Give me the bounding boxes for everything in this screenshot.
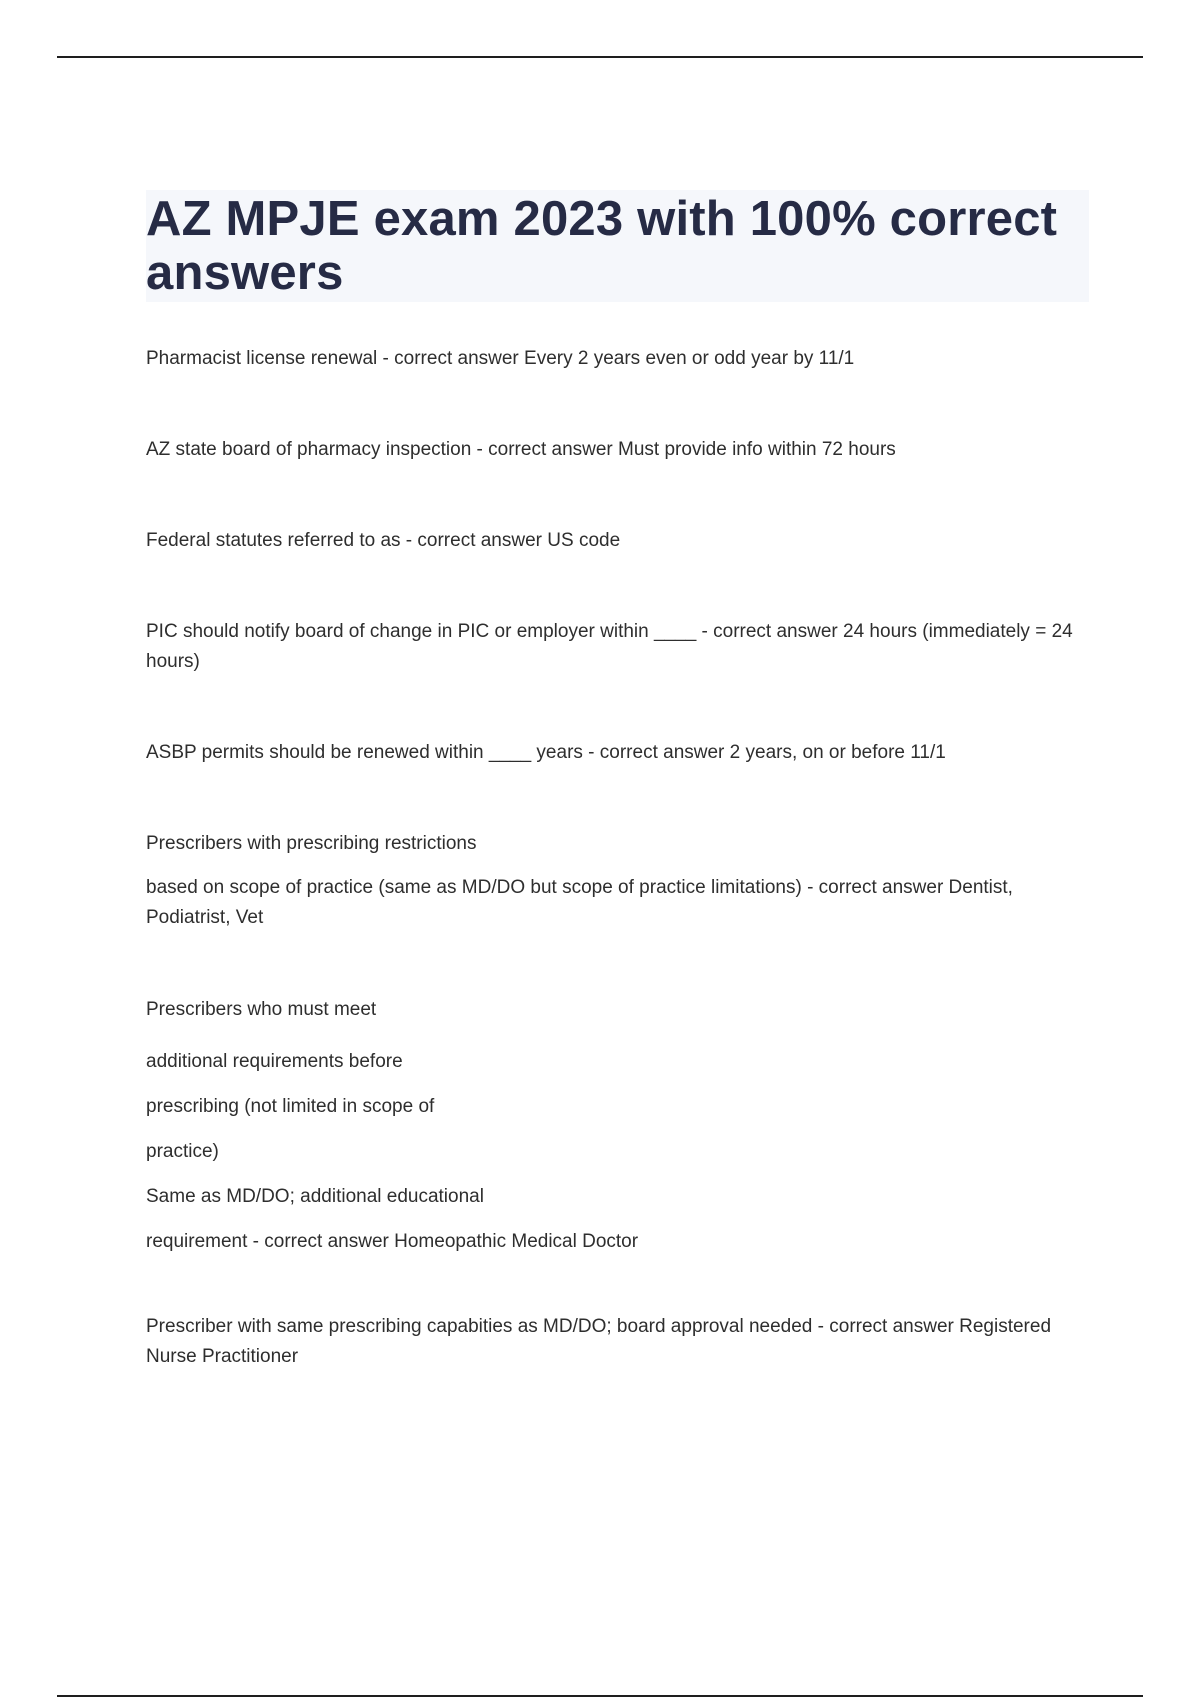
document-title: AZ MPJE exam 2023 with 100% correct answers — [146, 192, 1058, 300]
question-text: Pharmacist license renewal - correct answer Every 2 years even or odd year by 11/1 — [146, 348, 855, 369]
question-item — [146, 617, 1091, 677]
question-item — [146, 829, 1091, 933]
question-item — [146, 1312, 1091, 1372]
question-item — [146, 435, 1091, 465]
question-item — [146, 995, 1091, 1264]
footer-rule — [57, 1695, 1143, 1697]
question-line: Prescribers who must meet — [146, 999, 377, 1020]
question-line: based on scope of practice (same as MD/DO but scope of practice limitations) - correct answer Dentist, Podiatrist, Vet — [146, 877, 1013, 928]
title-banner — [146, 190, 1089, 302]
question-text: Prescriber with same prescribing capabities as MD/DO; board approval needed - correct answer Registered Nurse Practitioner — [146, 1316, 1052, 1367]
question-text: PIC should notify board of change in PIC or employer within ____ - correct answer 24 hours (immediately = 24 hours) — [146, 621, 1073, 672]
question-text: Federal statutes referred to as - correct answer US code — [146, 530, 621, 551]
question-item — [146, 738, 1091, 768]
question-line: practice) — [146, 1141, 219, 1162]
question-line: prescribing (not limited in scope of — [146, 1096, 435, 1117]
question-text: AZ state board of pharmacy inspection - correct answer Must provide info within 72 hours — [146, 439, 896, 460]
question-line: Same as MD/DO; additional educational — [146, 1186, 484, 1207]
question-text: ASBP permits should be renewed within ____ years - correct answer 2 years, on or before 11/1 — [146, 742, 946, 763]
question-line: Prescribers with prescribing restrictions — [146, 833, 477, 854]
question-line: requirement - correct answer Homeopathic Medical Doctor — [146, 1231, 639, 1252]
question-item — [146, 526, 1091, 556]
header-rule — [57, 56, 1143, 58]
question-item — [146, 344, 1091, 374]
question-line: additional requirements before — [146, 1051, 403, 1072]
